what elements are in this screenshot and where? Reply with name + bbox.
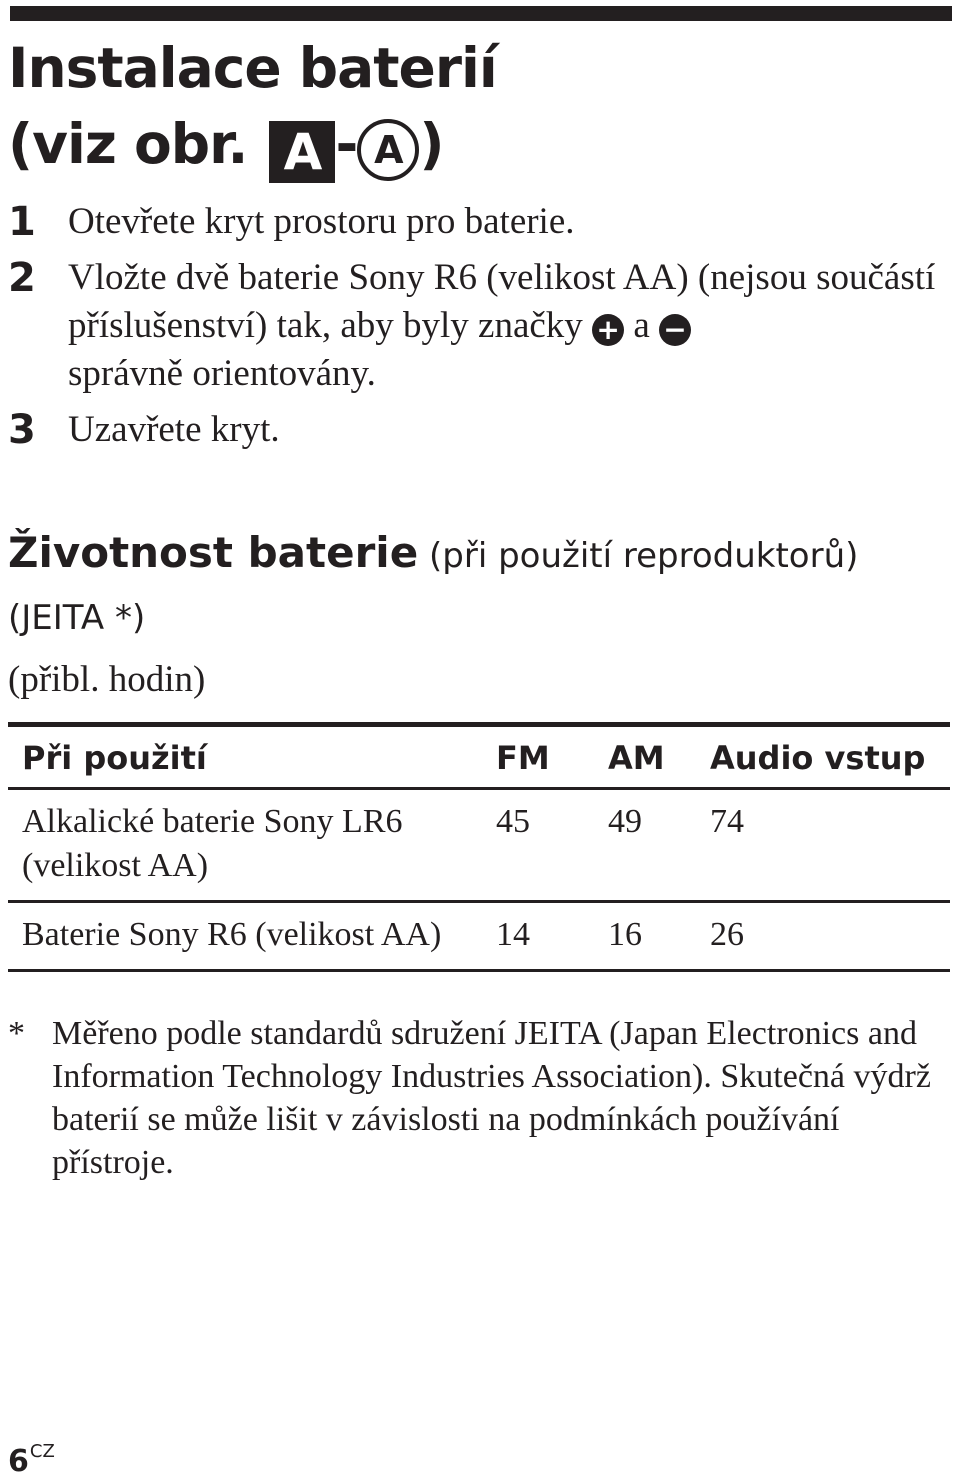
cell-am: 16: [608, 902, 710, 971]
figure-circle-label: A: [357, 119, 419, 181]
step-number: 1: [8, 199, 36, 245]
title-suffix: ): [419, 112, 444, 176]
battery-life-title-line: [8, 522, 948, 587]
footnote: [8, 1012, 953, 1184]
top-rule: [10, 6, 952, 21]
title-dash: -: [335, 112, 358, 176]
step-text: [68, 254, 948, 398]
step-text-after: správně orientovány.: [68, 353, 376, 394]
cell-audio: 74: [710, 789, 950, 902]
page-number: [8, 1432, 55, 1482]
plus-icon: +: [592, 314, 624, 346]
footnote-marker: *: [8, 1015, 25, 1052]
page-number-value: 6: [8, 1444, 29, 1479]
figure-box-label: A: [269, 121, 335, 183]
title-prefix: (viz obr.: [8, 112, 266, 176]
cell-fm: 45: [496, 789, 608, 902]
step-text-before: Vložte dvě baterie Sony R6 (velikost AA) (nejsou součástí příslušenství) tak, aby byly značky: [68, 257, 936, 346]
header-audio: Audio vstup: [710, 725, 950, 789]
header-usage: Při použití: [8, 725, 496, 789]
cell-fm: 14: [496, 902, 608, 971]
section-title: [8, 30, 948, 183]
battery-life-unit: (přibl. hodin): [8, 659, 206, 700]
battery-life-heading: [8, 522, 948, 711]
cell-audio: 26: [710, 902, 950, 971]
section-title-line2: [8, 106, 948, 183]
cell-battery-type: Alkalické baterie Sony LR6 (velikost AA): [8, 789, 496, 902]
section-title-line1: Instalace baterií: [8, 36, 497, 100]
table-header-row: [8, 725, 950, 789]
step-1: [8, 198, 948, 246]
step-number: 2: [8, 255, 36, 301]
step-number: 3: [8, 407, 36, 453]
battery-life-table: [8, 722, 950, 972]
footnote-text: Měřeno podle standardů sdružení JEITA (Japan Electronics and Information Technology Industries Association). Skutečná výdrž baterií se může lišit v závislosti na podmínkách používání přístroje.: [52, 1015, 931, 1181]
battery-life-title: Životnost baterie: [8, 528, 419, 577]
header-fm: FM: [496, 725, 608, 789]
step-text-and: a: [633, 305, 650, 346]
table-row: [8, 789, 950, 902]
battery-life-subtitle: (při použití reproduktorů): [429, 536, 859, 576]
step-3: [8, 406, 948, 454]
cell-battery-type: Baterie Sony R6 (velikost AA): [8, 902, 496, 971]
steps-list: [8, 198, 948, 462]
step-2: [8, 254, 948, 398]
cell-am: 49: [608, 789, 710, 902]
step-text: Otevřete kryt prostoru pro baterie.: [68, 201, 575, 242]
step-text: Uzavřete kryt.: [68, 409, 280, 450]
page-language: CZ: [29, 1441, 55, 1462]
table-row: [8, 902, 950, 971]
header-am: AM: [608, 725, 710, 789]
battery-life-standard: (JEITA *): [8, 598, 146, 638]
minus-icon: −: [659, 314, 691, 346]
